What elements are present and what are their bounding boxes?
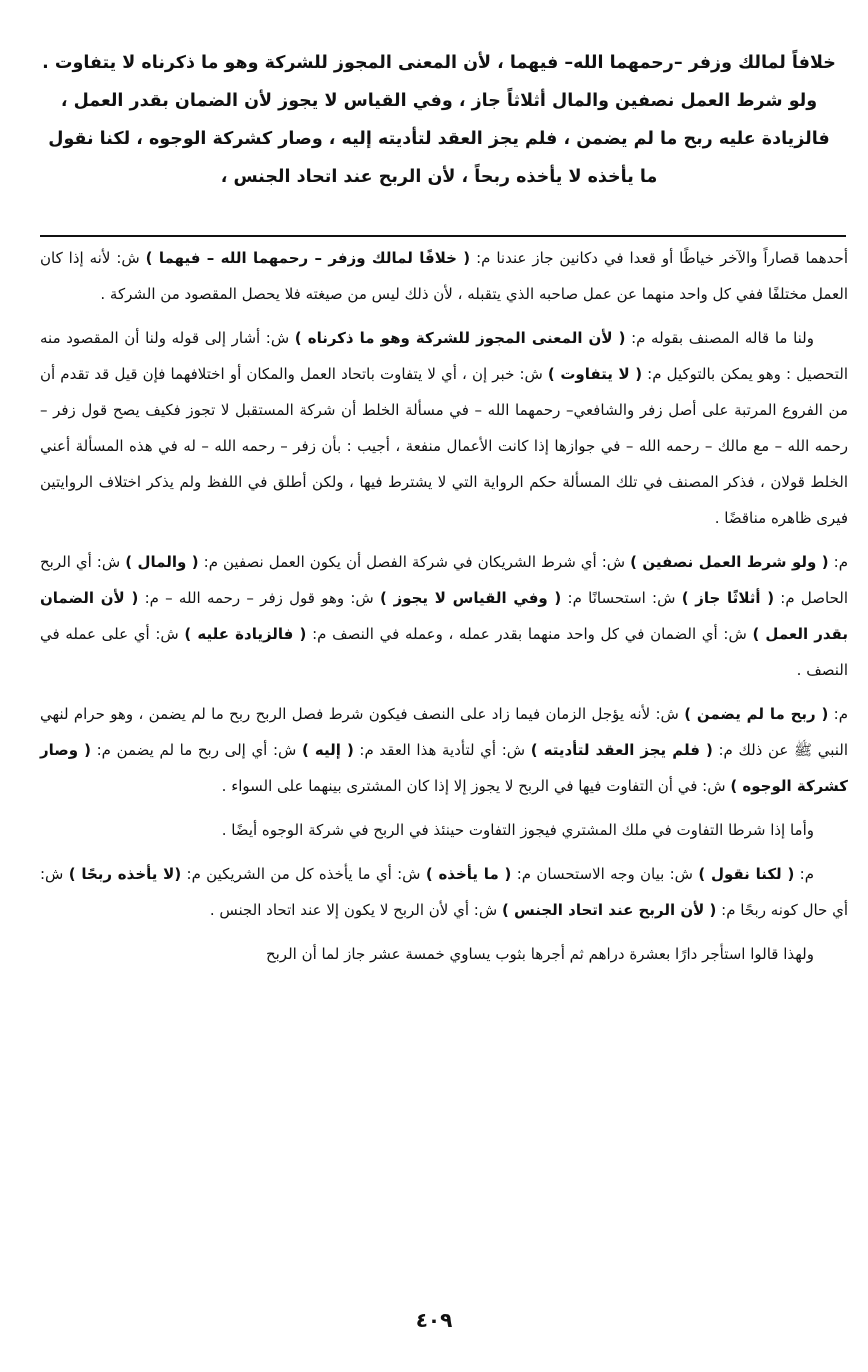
quoted-matn: ( فلم يجز العقد لتأديته ): [530, 741, 713, 759]
matn-line: خلافاً لمالك وزفر –رحمهما الله– فيهما ، لأن المعنى المجوز للشركة وهو ما ذكرناه لا يتفاوت .: [42, 53, 836, 73]
quoted-matn: ( لأن الضمان بقدر العمل ): [40, 589, 848, 643]
page-number: ٤٠٩: [415, 1308, 453, 1332]
quoted-matn: ( وصار كشركة الوجوه ): [40, 741, 848, 795]
commentary-paragraph: وأما إذا شرطا التفاوت في ملك المشتري فيجوز التفاوت حينئذ في الربح في شركة الوجوه أيضًا .: [221, 821, 814, 839]
commentary-paragraph: م: ( لكنا نقول ) ش: بيان وجه الاستحسان م: ( ما يأخذه ) ش: أي ما يأخذه كل من الشريكين م: (لا يأخذه ربحًا ) ش: أي حال كونه ربحًا م: ( لأن الربح عند اتحاد الجنس ) ش: أي لأن الربح لا يكون إلا عند اتحاد الجنس .: [40, 865, 848, 919]
quoted-matn: (لا يأخذه ربحًا ): [68, 865, 182, 883]
quoted-matn: ( ولو شرط العمل نصفين ): [630, 553, 829, 571]
matn-line: ولو شرط العمل نصفين والمال أثلاثاً جاز ، وفي القياس لا يجوز لأن الضمان بقدر العمل ،: [60, 91, 818, 111]
commentary-block: [40, 240, 848, 972]
quoted-matn: ( خلافًا لمالك وزفر – رحمهما الله – فيهما ): [145, 249, 471, 267]
commentary-paragraph: أحدهما قصاراً والآخر خياطًا أو قعدا في دكانين جاز عندنا م: ( خلافًا لمالك وزفر – رحمهما الله – فيهما ) ش: لأنه إذا كان العمل مختلفًا ففي كل واحد منهما عن عمل صاحبه الذي يتقبله ، لأن ذلك ليس من صيغته فلا يحصل المقصود من الشركة .: [40, 249, 848, 303]
matn-text-block: [34, 44, 844, 196]
commentary-paragraph: ولنا ما قاله المصنف بقوله م: ( لأن المعنى المجوز للشركة وهو ما ذكرناه ) ش: أشار إلى قوله ولنا أن المقصود منه التحصيل : وهو يمكن بالتوكيل م: ( لا يتفاوت ) ش: خبر إن ، أي لا يتفاوت باتحاد العمل والمكان أو اختلافهما فإن قيل قد تقدم أن من الفروع المرتبة على أصل زفر والشافعي– رحمهما الله – في مسألة الخلط أن شركة المستقبل لا تجوز فكيف يصح قول زفر – رحمه الله – مع مالك – رحمه الله – في جوازها إذا كانت الأعمال منفعة ، أجيب : بأن زفر – رحمه الله – له في هذه المسألة أعني الخلط قولان ، فذكر المصنف في تلك المسألة حكم الرواية التي لا يشترط فيها ، ولكن أطلق في اللفظ ولم يذكر اختلاف الروايتين فيرى ظاهره مناقضًا .: [40, 329, 848, 527]
quoted-matn: ( فالزيادة عليه ): [184, 625, 307, 643]
quoted-matn: ( والمال ): [125, 553, 199, 571]
quoted-matn: ( لكنا نقول ): [698, 865, 795, 883]
quoted-matn: ( وفي القياس لا يجوز ): [380, 589, 562, 607]
quoted-matn: ( لأن الربح عند اتحاد الجنس ): [501, 901, 717, 919]
quoted-matn: ( ربح ما لم يضمن ): [684, 705, 829, 723]
matn-line: فالزيادة عليه ربح ما لم يضمن ، فلم يجز العقد لتأديته إليه ، وصار كشركة الوجوه ، لكنا نقول: [48, 129, 830, 149]
matn-line: ما يأخذه لا يأخذه ربحاً ، لأن الربح عند اتحاد الجنس ،: [220, 167, 658, 187]
commentary-paragraph: م: ( ربح ما لم يضمن ) ش: لأنه يؤجل الزمان فيما زاد على النصف فيكون شرط فصل الربح ربح ما لم يضمن ، وهو حرام لنهي النبي ﷺ عن ذلك م: ( فلم يجز العقد لتأديته ) ش: أي لتأدية هذا العقد م: ( إليه ) ش: أي إلى ربح ما لم يضمن م: ( وصار كشركة الوجوه ) ش: في أن التفاوت فيها في الربح لا يجوز إلا إذا كان المشترى بينهما على السواء .: [40, 705, 849, 795]
quoted-matn: ( أثلاثًا جاز ): [681, 589, 775, 607]
quoted-matn: ( إليه ): [301, 741, 354, 759]
quoted-matn: ( ما يأخذه ): [425, 865, 512, 883]
commentary-paragraph: م: ( ولو شرط العمل نصفين ) ش: أي شرط الشريكان في شركة الفصل أن يكون العمل نصفين م: ( والمال ) ش: أي الربح الحاصل م: ( أثلاثًا جاز ) ش: استحسانًا م: ( وفي القياس لا يجوز ) ش: وهو قول زفر – رحمه الله – م: ( لأن الضمان بقدر العمل ) ش: أي الضمان في كل واحد منهما بقدر عمله ، وعمله في النصف م: ( فالزيادة عليه ) ش: أي على عمله في النصف .: [40, 553, 849, 679]
commentary-paragraph: ولهذا قالوا استأجر دارًا بعشرة دراهم ثم أجرها بثوب يساوي خمسة عشر جاز لما أن الربح: [265, 945, 814, 963]
footnote-divider: [40, 235, 846, 237]
quoted-matn: ( لأن المعنى المجوز للشركة وهو ما ذكرناه ): [294, 329, 626, 347]
quoted-matn: ( لا يتفاوت ): [547, 365, 643, 383]
